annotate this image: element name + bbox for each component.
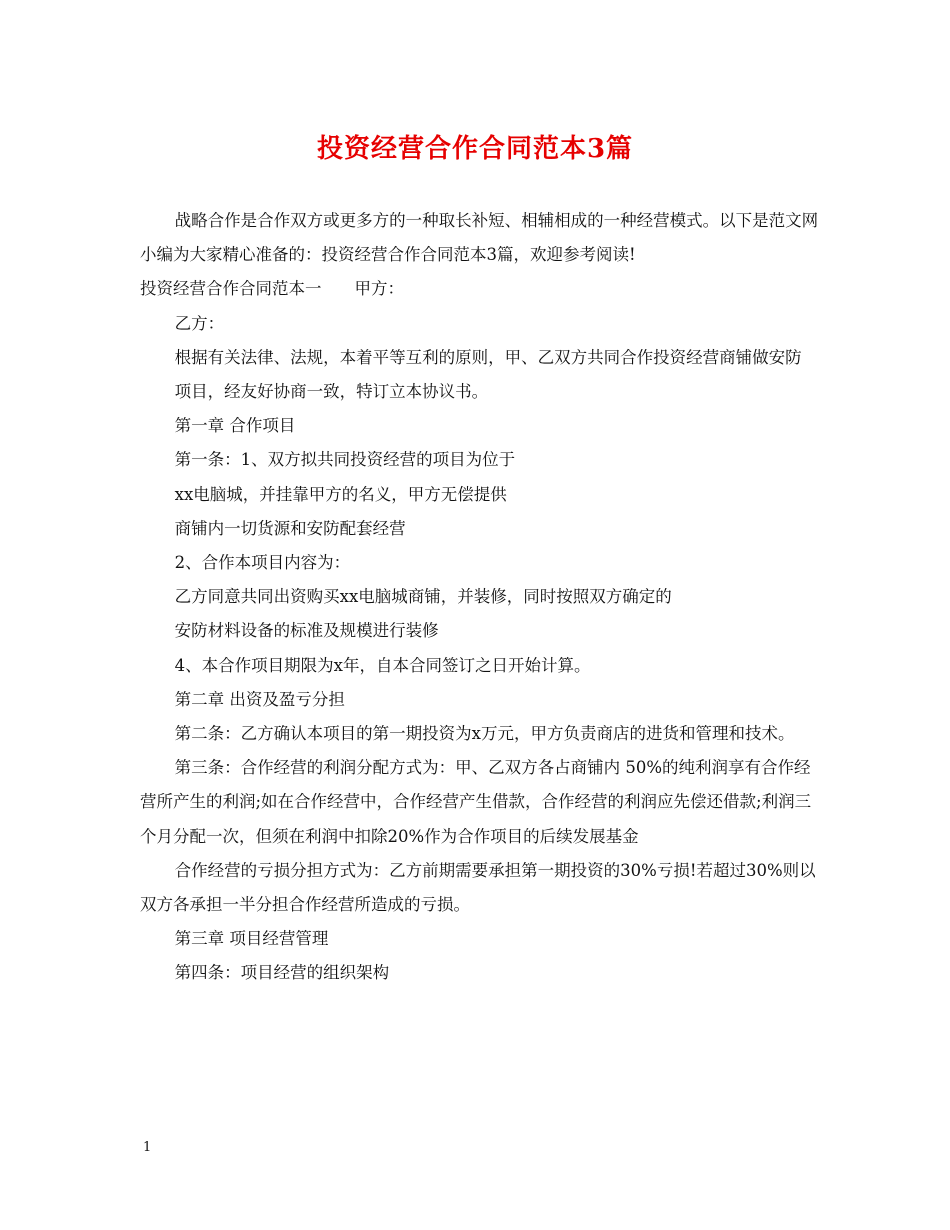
article-2: 第二条：乙方确认本项目的第一期投资为x万元，甲方负责商店的进货和管理和技术。: [174, 724, 795, 744]
article-1: 第一条：1、双方拟共同投资经营的项目为位于: [174, 450, 516, 470]
article-3: 第三条：合作经营的利润分配方式为：甲、乙双方各占商铺内 50%的纯利润享有合作经营所产生的利润;如在合作经营中，合作经营产生借款，合作经营的利润应先偿还借款;利润三个月分配一次，但须在利润中扣除20%作为合作项目的后续发展基金: [140, 758, 812, 846]
chapter-3-heading: 第三章 项目经营管理: [174, 929, 329, 949]
article-4: 第四条：项目经营的组织架构: [174, 963, 390, 983]
paragraph-party-b: 乙方：: [174, 313, 225, 333]
paragraph-intro: 战略合作是合作双方或更多方的一种取长补短、相辅相成的一种经营模式。以下是范文网小编为大家精心准备的：投资经营合作合同范本3篇，欢迎参考阅读!: [140, 211, 819, 265]
article-1-line-2: xx电脑城，并挂靠甲方的名义，甲方无偿提供: [174, 484, 507, 504]
paragraph-contract-heading: 投资经营合作合同范本一 甲方：: [140, 279, 404, 299]
article-1-line-3: 商铺内一切货源和安防配套经营: [174, 518, 406, 538]
paragraph-agreement: 项目，经友好协商一致，特订立本协议书。: [174, 382, 489, 402]
page-number: 1: [143, 1140, 152, 1155]
chapter-1-heading: 第一章 合作项目: [174, 416, 296, 436]
document-body: [140, 204, 820, 991]
article-1-item-2-line-3: 安防材料设备的标准及规模进行装修: [174, 621, 439, 641]
article-1-item-2-line-2: 乙方同意共同出资购买xx电脑城商铺，并装修，同时按照双方确定的: [174, 587, 672, 607]
loss-sharing: 合作经营的亏损分担方式为：乙方前期需要承担第一期投资的30%亏损!若超过30%则以双方各承担一半分担合作经营所造成的亏损。: [140, 860, 816, 915]
article-1-item-2: 2、合作本项目内容为：: [174, 553, 351, 573]
document-title: 投资经营合作合同范本3篇: [316, 134, 634, 164]
article-1-item-4: 4、本合作项目期限为x年，自本合同签订之日开始计算。: [174, 655, 591, 675]
chapter-2-heading: 第二章 出资及盈亏分担: [174, 689, 345, 709]
paragraph-legal-basis: 根据有关法律、法规，本着平等互利的原则，甲、乙双方共同合作投资经营商铺做安防: [174, 347, 802, 367]
